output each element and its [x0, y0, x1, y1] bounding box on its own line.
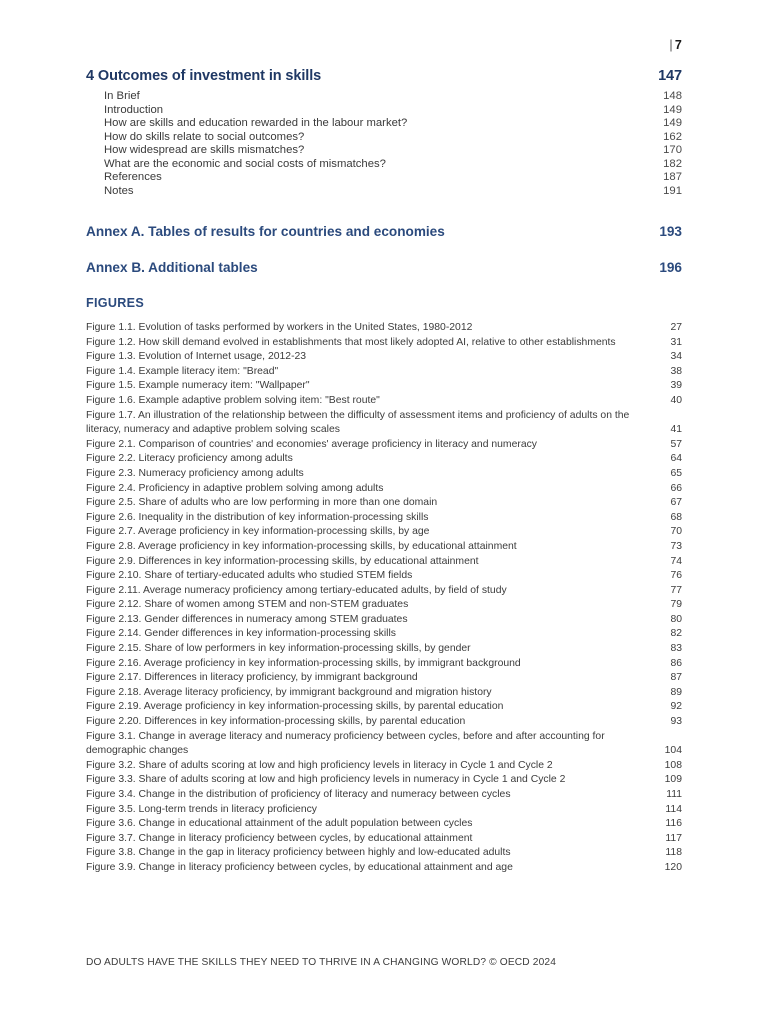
toc-annex-label: Annex A. Tables of results for countries and economies [86, 224, 445, 239]
figure-label: Figure 2.4. Proficiency in adaptive problem solving among adults [86, 482, 384, 494]
figure-entry[interactable] [86, 788, 682, 803]
figure-label: Figure 3.9. Change in literacy proficiency between cycles, by educational attainment and age [86, 861, 513, 873]
figure-entry[interactable] [86, 803, 682, 818]
figure-label: Figure 2.20. Differences in key information-processing skills, by parental education [86, 716, 466, 728]
figure-page: 80 [670, 613, 682, 625]
figure-label: Figure 2.5. Share of adults who are low performing in more than one domain [86, 497, 438, 509]
figure-page: 116 [665, 818, 682, 830]
figure-label: Figure 1.6. Example adaptive problem solving item: "Best route" [86, 394, 380, 406]
figure-label: Figure 1.7. An illustration of the relationship between the difficulty of assessment items and proficiency of adults on the literacy, numeracy and adaptive problem solving scales [86, 409, 630, 436]
figure-page: 120 [664, 861, 682, 873]
figure-label: Figure 2.14. Gender differences in key information-processing skills [86, 628, 396, 640]
figure-page: 64 [670, 453, 682, 465]
figure-page: 87 [670, 672, 682, 684]
figure-entry[interactable] [86, 773, 682, 788]
figure-label: Figure 3.3. Share of adults scoring at low and high proficiency levels in numeracy in Cycle 1 and Cycle 2 [86, 774, 566, 786]
toc-chapter-page: 147 [658, 68, 682, 84]
toc-annex-page: 193 [659, 224, 682, 239]
figure-entry[interactable] [86, 350, 682, 365]
figure-label: Figure 2.18. Average literacy proficiency, by immigrant background and migration history [86, 686, 492, 698]
toc-sub-entry[interactable] [86, 158, 682, 170]
figure-label: Figure 2.7. Average proficiency in key information-processing skills, by age [86, 526, 430, 538]
figure-entry[interactable] [86, 394, 682, 409]
figure-label: Figure 1.5. Example numeracy item: "Wallpaper" [86, 380, 310, 392]
figure-entry[interactable] [86, 365, 682, 380]
figure-label: Figure 2.12. Share of women among STEM and non-STEM graduates [86, 599, 409, 611]
figure-entry[interactable] [86, 846, 682, 861]
toc-sub-label: How are skills and education rewarded in the labour market? [104, 117, 408, 129]
toc-sub-page: 149 [663, 103, 682, 116]
figure-label: Figure 3.8. Change in the gap in literacy proficiency between highly and low-educated adults [86, 847, 511, 859]
toc-sub-label: Notes [104, 184, 134, 197]
figure-page: 41 [670, 424, 682, 436]
figure-label: Figure 2.1. Comparison of countries' and economies' average proficiency in literacy and numeracy [86, 438, 537, 450]
figure-entry[interactable] [86, 584, 682, 599]
figure-entry[interactable] [86, 627, 682, 642]
figure-page: 57 [670, 438, 682, 450]
running-head-page-number: 7 [674, 38, 682, 52]
running-head-separator: | [669, 38, 673, 52]
figure-page: 114 [665, 803, 682, 815]
figures-spacer [86, 275, 682, 296]
figure-entry[interactable] [86, 598, 682, 613]
figure-label: Figure 1.4. Example literacy item: "Bread" [86, 365, 279, 377]
figure-page: 39 [670, 380, 682, 392]
figure-label: Figure 1.1. Evolution of tasks performed by workers in the United States, 1980-2012 [86, 322, 473, 333]
toc-annex-label: Annex B. Additional tables [86, 260, 258, 275]
figure-page: 27 [670, 322, 682, 333]
figure-label: Figure 3.6. Change in educational attainment of the adult population between cycles [86, 818, 473, 830]
figure-label: Figure 2.9. Differences in key information-processing skills, by educational attainment [86, 555, 479, 567]
figure-page: 82 [670, 628, 682, 640]
figure-entry[interactable] [86, 686, 682, 701]
toc-sub-page: 148 [663, 90, 682, 102]
figure-label: Figure 2.16. Average proficiency in key information-processing skills, by immigrant background [86, 657, 521, 669]
figure-page: 92 [670, 701, 682, 713]
figure-page: 31 [670, 336, 682, 348]
figure-label: Figure 2.10. Share of tertiary-educated adults who studied STEM fields [86, 570, 413, 582]
figure-page: 65 [670, 467, 682, 479]
toc-sub-page: 191 [663, 184, 682, 197]
figure-entry[interactable] [86, 613, 682, 628]
figure-label: Figure 2.17. Differences in literacy proficiency, by immigrant background [86, 672, 418, 684]
figure-label: Figure 3.4. Change in the distribution of proficiency of literacy and numeracy between cycles [86, 789, 511, 800]
figures-heading: FIGURES [86, 296, 145, 310]
figure-entry[interactable] [86, 379, 682, 394]
toc-annex-page: 196 [659, 260, 682, 275]
figure-page: 76 [670, 570, 682, 582]
figure-entry[interactable] [86, 555, 682, 570]
annex-list [86, 224, 682, 275]
figure-entry[interactable] [86, 525, 682, 540]
toc-sub-label: In Brief [104, 90, 140, 102]
figure-page: 67 [670, 497, 682, 509]
figure-entry[interactable] [86, 817, 682, 832]
figure-page: 83 [670, 643, 682, 655]
figure-entry[interactable] [86, 409, 682, 438]
figure-label: Figure 2.19. Average proficiency in key information-processing skills, by parental education [86, 701, 504, 713]
figure-entry[interactable] [86, 715, 682, 730]
figure-entry[interactable] [86, 861, 682, 876]
figure-entry[interactable] [86, 700, 682, 715]
figure-label: Figure 3.5. Long-term trends in literacy proficiency [86, 803, 318, 815]
figure-page: 117 [665, 832, 682, 844]
figure-entry[interactable] [86, 467, 682, 482]
figure-label: Figure 1.2. How skill demand evolved in establishments that most likely adopted AI, relative to other establishments [86, 336, 616, 348]
figure-label: Figure 2.11. Average numeracy proficiency among tertiary-educated adults, by field of study [86, 584, 507, 596]
figure-entry[interactable] [86, 569, 682, 584]
figure-label: Figure 2.8. Average proficiency in key information-processing skills, by educational attainment [86, 540, 517, 552]
figure-label: Figure 1.3. Evolution of Internet usage, 2012-23 [86, 351, 307, 363]
figure-label: Figure 3.7. Change in literacy proficiency between cycles, by educational attainment [86, 832, 473, 844]
toc-chapter-subitems [86, 90, 682, 197]
toc-sub-entry[interactable] [86, 171, 682, 183]
figure-page: 108 [664, 759, 682, 771]
figure-label: Figure 2.13. Gender differences in numeracy among STEM graduates [86, 613, 408, 625]
figure-page: 74 [670, 555, 682, 567]
toc-sub-entry[interactable] [86, 131, 682, 143]
toc-sub-entry[interactable] [86, 104, 682, 116]
figure-entry[interactable] [86, 482, 682, 497]
figure-page: 93 [670, 716, 682, 728]
figure-entry[interactable] [86, 438, 682, 453]
toc-sub-page: 162 [663, 130, 682, 143]
figure-page: 40 [670, 394, 682, 406]
figure-page: 38 [670, 365, 682, 377]
running-head [669, 38, 682, 52]
figure-page: 70 [670, 526, 682, 538]
toc-sub-entry[interactable] [86, 144, 682, 156]
figure-page: 111 [666, 789, 682, 800]
figure-entry[interactable] [86, 511, 682, 526]
toc-chapter-entry[interactable] [86, 68, 682, 84]
figure-entry[interactable] [86, 642, 682, 657]
figure-page: 68 [670, 511, 682, 523]
figure-label: Figure 2.3. Numeracy proficiency among adults [86, 467, 304, 479]
figure-entry[interactable] [86, 730, 682, 759]
toc-sub-entry[interactable] [86, 185, 682, 197]
toc-sub-page: 149 [663, 117, 682, 129]
figure-label: Figure 2.15. Share of low performers in key information-processing skills, by gender [86, 643, 471, 655]
section-spacer [86, 198, 682, 224]
toc-chapter-title: 4 Outcomes of investment in skills [86, 68, 322, 84]
figure-entry[interactable] [86, 321, 682, 336]
figure-page: 34 [670, 351, 682, 363]
toc-sub-page: 182 [663, 157, 682, 170]
figure-page: 89 [670, 686, 682, 698]
figure-entry[interactable] [86, 540, 682, 555]
figure-entry[interactable] [86, 671, 682, 686]
figure-page: 104 [664, 745, 682, 757]
toc-sub-label: How do skills relate to social outcomes? [104, 130, 305, 143]
toc-sub-label: What are the economic and social costs of mismatches? [104, 157, 386, 170]
figure-label: Figure 3.1. Change in average literacy and numeracy proficiency between cycles, before and after accounting for demographic changes [86, 730, 605, 757]
page-footer: DO ADULTS HAVE THE SKILLS THEY NEED TO THRIVE IN A CHANGING WORLD? © OECD 2024 [86, 957, 557, 968]
figure-label: Figure 2.6. Inequality in the distribution of key information-processing skills [86, 511, 429, 523]
figure-label: Figure 2.2. Literacy proficiency among adults [86, 453, 293, 465]
toc-sub-label: References [104, 171, 162, 183]
figure-page: 86 [670, 657, 682, 669]
figure-entry[interactable] [86, 759, 682, 774]
figure-entry[interactable] [86, 657, 682, 672]
figure-page: 66 [670, 482, 682, 494]
figure-page: 79 [670, 599, 682, 611]
figure-entry[interactable] [86, 832, 682, 847]
figure-entry[interactable] [86, 336, 682, 351]
figure-page: 77 [670, 584, 682, 596]
figure-page: 109 [664, 774, 682, 786]
figures-list [86, 321, 682, 876]
toc-annex-entry[interactable] [86, 260, 682, 275]
toc-sub-page: 187 [663, 171, 682, 183]
figure-entry[interactable] [86, 496, 682, 511]
toc-sub-label: Introduction [104, 103, 164, 116]
toc-sub-entry[interactable] [86, 90, 682, 102]
toc-content [86, 68, 682, 876]
toc-sub-entry[interactable] [86, 117, 682, 129]
toc-sub-page: 170 [663, 144, 682, 156]
toc-annex-entry[interactable] [86, 224, 682, 239]
figure-page: 73 [670, 540, 682, 552]
figure-entry[interactable] [86, 452, 682, 467]
toc-sub-label: How widespread are skills mismatches? [104, 144, 305, 156]
figure-page: 118 [665, 847, 682, 859]
figure-label: Figure 3.2. Share of adults scoring at low and high proficiency levels in literacy in Cycle 1 and Cycle 2 [86, 759, 553, 771]
